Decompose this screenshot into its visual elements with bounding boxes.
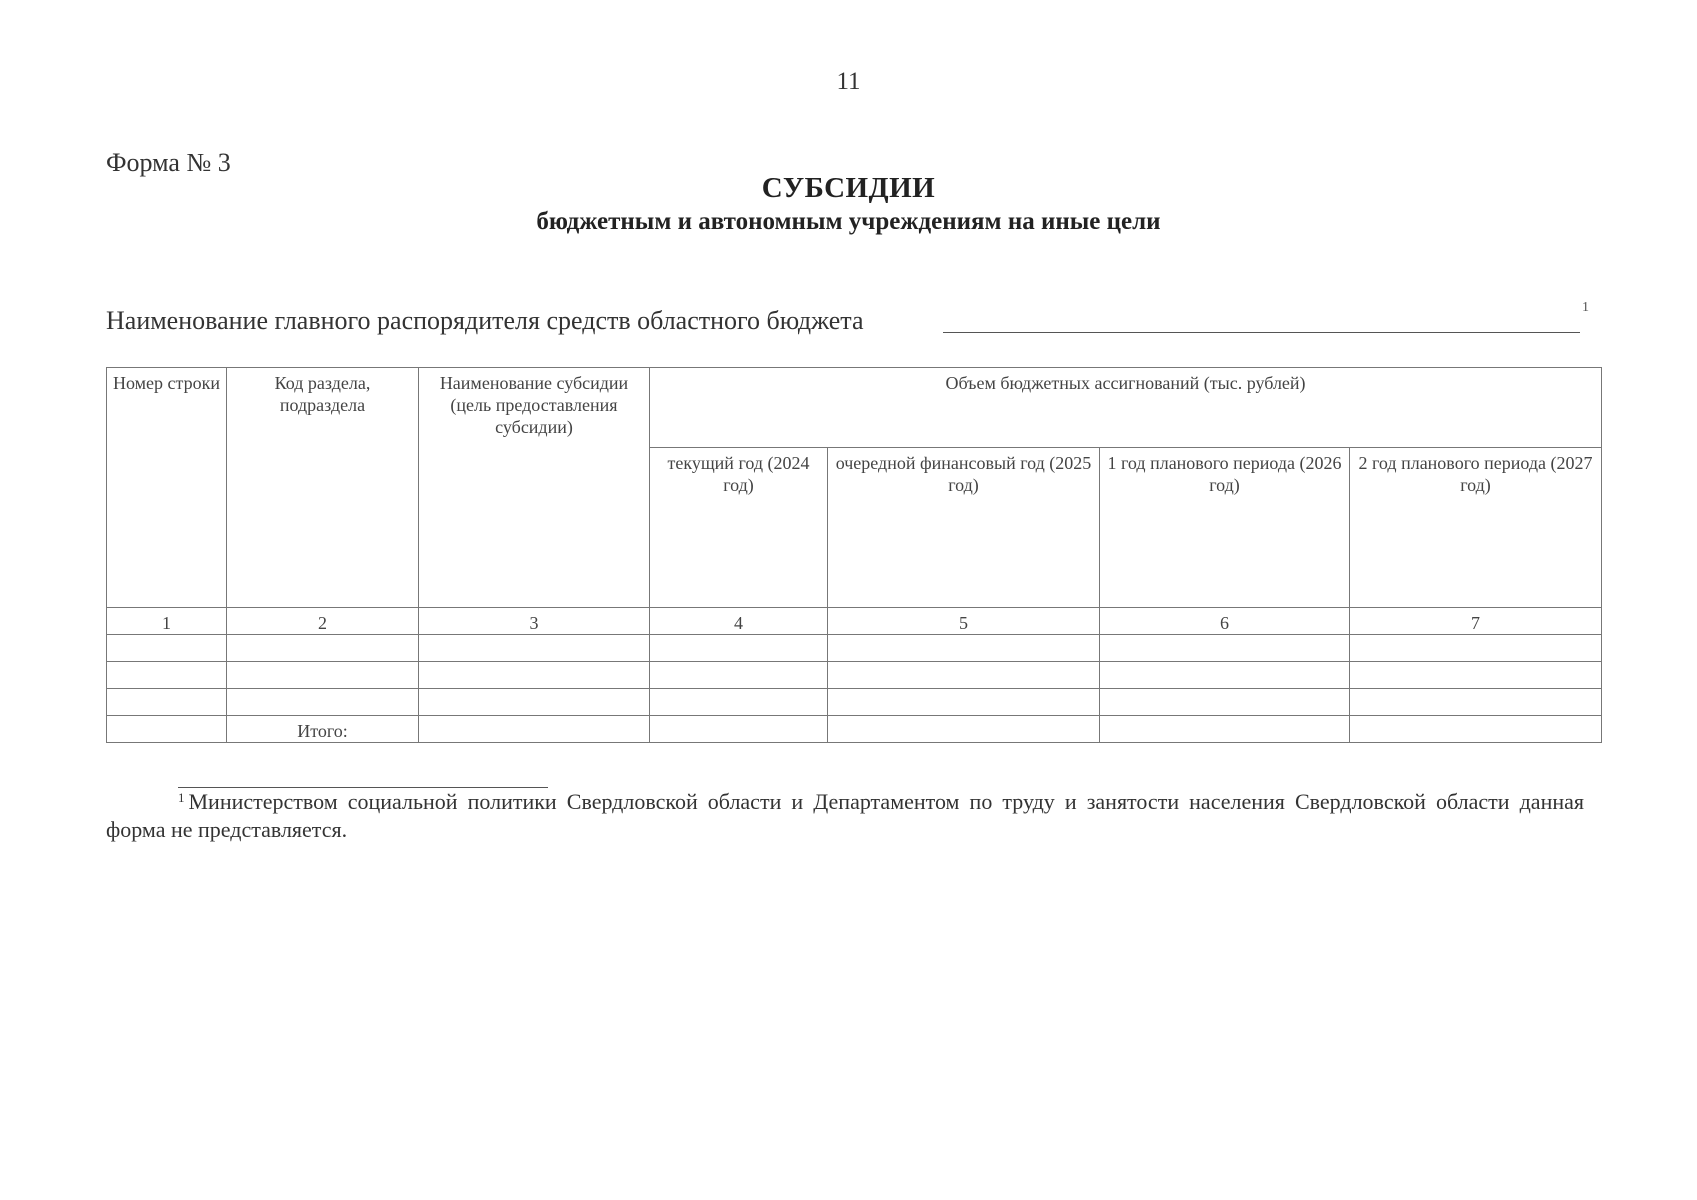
table-cell (419, 716, 650, 743)
table-cell (1350, 716, 1602, 743)
footnote (106, 788, 1584, 844)
header-plan-year-1: 1 год планового периода (2026 год) (1100, 448, 1350, 608)
page-number: 11 (836, 68, 861, 95)
column-number: 5 (828, 608, 1100, 635)
table-cell (107, 716, 227, 743)
table-cell (650, 662, 828, 689)
table-cell (828, 635, 1100, 662)
table-row (107, 689, 1602, 716)
table-cell (419, 662, 650, 689)
header-section-code: Код раздела, подраздела (227, 368, 419, 608)
footnote-text: Министерством социальной политики Свердловской области и Департаментом по труду и занятости населения Свердловской области данная форма не представляется. (106, 789, 1584, 842)
table-cell (828, 662, 1100, 689)
total-label: Итого: (227, 716, 419, 743)
document-subtitle: бюджетным и автономным учреждениям на иные цели (536, 208, 1161, 235)
table-cell (1100, 662, 1350, 689)
table-cell (1350, 635, 1602, 662)
table-cell (1350, 662, 1602, 689)
total-row (107, 716, 1602, 743)
column-number: 1 (107, 608, 227, 635)
table-cell (650, 689, 828, 716)
column-number-row (107, 608, 1602, 635)
table-cell (828, 716, 1100, 743)
table-cell (650, 635, 828, 662)
header-row-number: Номер строки (107, 368, 227, 608)
column-number: 4 (650, 608, 828, 635)
org-name-label: Наименование главного распорядителя средств областного бюджета (106, 306, 864, 335)
form-number: Форма № 3 (106, 148, 231, 177)
table-cell (1100, 689, 1350, 716)
table-cell (107, 662, 227, 689)
table-cell (1100, 716, 1350, 743)
table-cell (650, 716, 828, 743)
column-number: 7 (1350, 608, 1602, 635)
header-current-year: текущий год (2024 год) (650, 448, 828, 608)
table-row (107, 635, 1602, 662)
table-row (107, 662, 1602, 689)
table-cell (1100, 635, 1350, 662)
table-cell (107, 689, 227, 716)
header-next-year: очередной финансовый год (2025 год) (828, 448, 1100, 608)
header-subsidy-name: Наименование субсидии (цель предоставления субсидии) (419, 368, 650, 608)
table-cell (828, 689, 1100, 716)
subsidies-table (106, 367, 1602, 743)
column-number: 2 (227, 608, 419, 635)
table-cell (227, 689, 419, 716)
table-cell (1350, 689, 1602, 716)
table-cell (227, 635, 419, 662)
table-cell (107, 635, 227, 662)
header-budget-volume: Объем бюджетных ассигнований (тыс. рублей) (650, 368, 1602, 448)
org-name-fill-line (943, 332, 1580, 333)
document-title: СУБСИДИИ (761, 172, 936, 204)
column-number: 6 (1100, 608, 1350, 635)
header-plan-year-2: 2 год планового периода (2027 год) (1350, 448, 1602, 608)
column-number: 3 (419, 608, 650, 635)
table-cell (419, 635, 650, 662)
table-cell (227, 662, 419, 689)
org-footnote-mark: 1 (1582, 300, 1589, 315)
table-cell (419, 689, 650, 716)
footnote-mark: 1 (178, 790, 185, 805)
